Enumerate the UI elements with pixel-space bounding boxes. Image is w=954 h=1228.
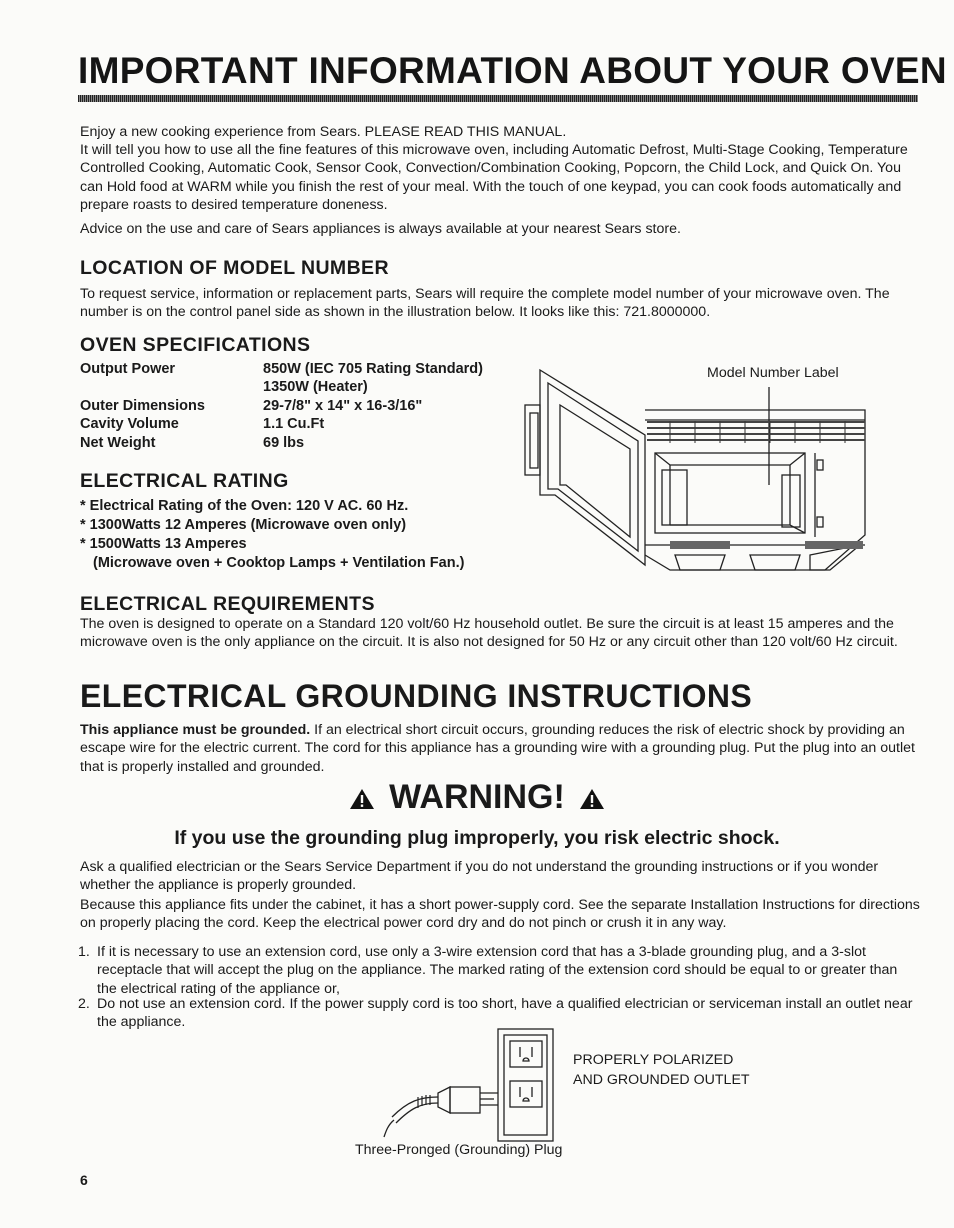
warning-title (0, 778, 954, 817)
outlet-label-line2: AND GROUNDED OUTLET (573, 1072, 750, 1088)
spec-label: Output Power (80, 361, 176, 377)
spec-value: 850W (IEC 705 Rating Standard) (263, 361, 483, 377)
spec-value: 1.1 Cu.Ft (263, 416, 325, 432)
warning-triangle-icon (349, 788, 375, 810)
model-number-label-caption: Model Number Label (707, 365, 839, 381)
title-rule (78, 95, 918, 102)
rating-item: * 1500Watts 13 Amperes (80, 536, 247, 552)
plug-caption: Three-Pronged (Grounding) Plug (355, 1142, 563, 1158)
page-number: 6 (80, 1172, 88, 1188)
intro-line: Enjoy a new cooking experience from Sears. PLEASE READ THIS MANUAL. (80, 124, 567, 140)
intro-paragraph: It will tell you how to use all the fine features of this microwave oven, including Automatic Defrost, Multi-Stage Cooking, Temperature Controlled Cooking, Automatic Cook, Sensor Cook, Convection/Combination Cooking, Popcorn, the Child Lock, and Quick On. You can Hold food at WARM while you finish the rest of your meal. With the touch of one keypad, you can cook foods automatically and prepare roasts to desired temperature doneness. (80, 142, 908, 213)
specs-heading: OVEN SPECIFICATIONS (80, 334, 311, 356)
spec-value: 1350W (Heater) (263, 379, 368, 395)
spec-value: 29-7/8" x 14" x 16-3/16" (263, 398, 423, 414)
requirements-heading: ELECTRICAL REQUIREMENTS (80, 593, 375, 615)
grounding-lead: This appliance must be grounded. (80, 722, 311, 738)
rating-item: * 1300Watts 12 Amperes (Microwave oven only) (80, 517, 407, 533)
grounding-heading: ELECTRICAL GROUNDING INSTRUCTIONS (80, 678, 753, 714)
outlet-label-line1: PROPERLY POLARIZED (573, 1052, 734, 1068)
microwave-illustration (520, 365, 880, 595)
requirements-text: The oven is designed to operate on a Standard 120 volt/60 Hz household outlet. Be sure the circuit is at least 15 amperes and the microwave oven is the only appliance on the circuit. It is also not designed for 50 Hz or any circuit other than 120 volt/60 Hz circuit. (80, 616, 898, 651)
warning-subtitle: If you use the grounding plug improperly, you risk electric shock. (174, 827, 780, 849)
spec-label: Outer Dimensions (80, 398, 205, 414)
spec-value: 69 lbs (263, 435, 305, 451)
list-text: If it is necessary to use an extension cord, use only a 3-wire extension cord that has a 3-blade grounding plug, and a 3-slot receptacle that will accept the plug on the appliance. The marked rating of the extension cord should be equal to or greater than the electrical rating of the appliance or, (97, 944, 898, 997)
location-heading: LOCATION OF MODEL NUMBER (80, 257, 389, 279)
rating-item: (Microwave oven + Cooktop Lamps + Ventilation Fan.) (93, 555, 465, 571)
warning-para: Because this appliance fits under the cabinet, it has a short power-supply cord. See the separate Installation Instructions for directions on properly placing the cord. Keep the electrical power cord dry and do not pinch or crush it in any way. (80, 897, 920, 932)
rating-heading: ELECTRICAL RATING (80, 470, 289, 492)
warning-para: Ask a qualified electrician or the Sears Service Department if you do not understand the grounding instructions or if you wonder whether the appliance is properly grounded. (80, 859, 879, 894)
warning-title-text: WARNING! (389, 778, 565, 816)
outlet-plug-illustration (380, 1025, 570, 1150)
location-text: To request service, information or replacement parts, Sears will require the complete model number of your microwave oven. The number is on the control panel side as shown in the illustration below. It looks like this: 721.8000000. (80, 286, 890, 321)
list-number: 1. (78, 944, 90, 960)
list-text: Do not use an extension cord. If the power supply cord is too short, have a qualified electrician or serviceman install an outlet near the appliance. (97, 996, 913, 1031)
rating-item: * Electrical Rating of the Oven: 120 V AC. 60 Hz. (80, 498, 409, 514)
advice-text: Advice on the use and care of Sears appliances is always available at your nearest Sears store. (80, 221, 681, 237)
grounding-body: If an electrical short circuit occurs, grounding reduces the risk of electric shock by providing an escape wire for the electric current. The cord for this appliance has a grounding wire with a grounding plug. Put the plug into an outlet that is properly installed and grounded. (80, 722, 915, 775)
grounding-text (80, 721, 920, 776)
spec-label: Net Weight (80, 435, 156, 451)
list-number: 2. (78, 996, 90, 1012)
page-title: IMPORTANT INFORMATION ABOUT YOUR OVEN (78, 50, 947, 91)
spec-label: Cavity Volume (80, 416, 179, 432)
warning-triangle-icon (579, 788, 605, 810)
